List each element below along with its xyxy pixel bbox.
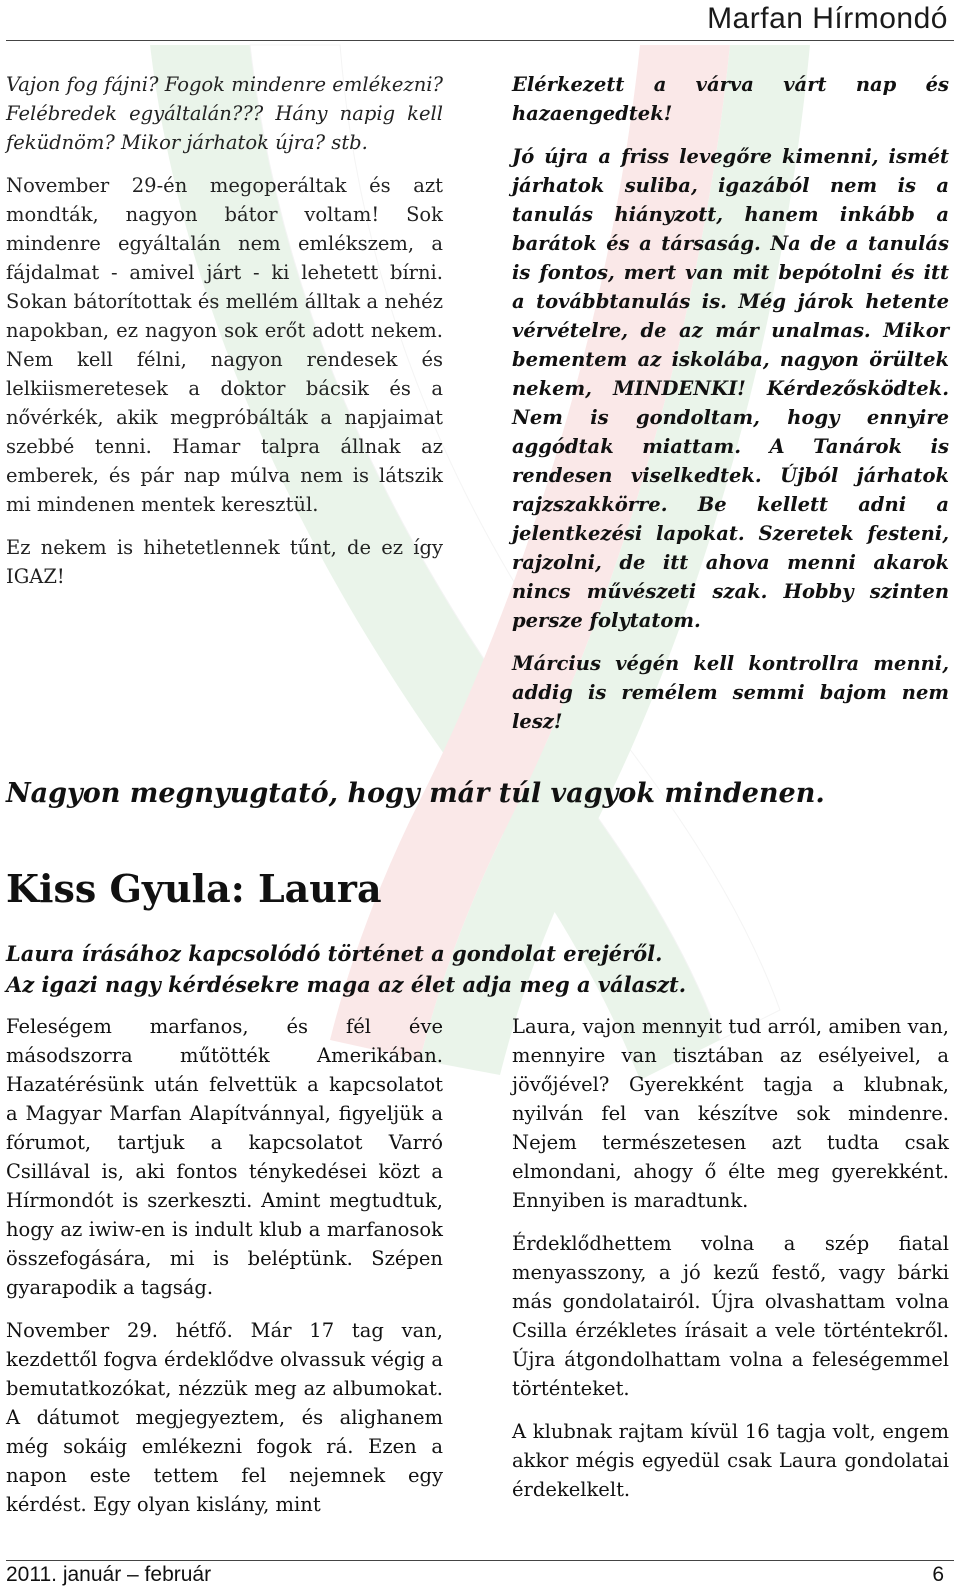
article-left-column [6,1012,443,1533]
story-left-column-top [6,70,443,605]
closing-statement: Nagyon megnyugtató, hogy már túl vagyok mindenen. [6,778,825,809]
story-paragraph: Elérkezett a várva várt nap és hazaengedtek! [512,73,949,125]
story-paragraph: Ez nekem is hihetetlennek tűnt, de ez így IGAZ! [6,536,443,588]
story-paragraph: November 29-én megoperáltak és azt mondták, nagyon bátor voltam! Sok mindenre egyáltalán nem emlékszem, a fájdalmat - amivel járt - ki lehetett bírni. Sokan bátorítottak és mellém álltak a nehéz napokban, ez nagyon sok erőt adott nekem. Nem kell félni, nagyon rendesek és lelkiismeretesek a doktor bácsik és a nővérkék, akik megpróbálták a napjaimat szebbé tenni. Hamar talpra állnak az emberek, és pár nap múlva nem is látszik mi mindenen mentek keresztül. [6,174,443,516]
article-title: Kiss Gyula: Laura [6,866,382,911]
article-right-column [512,1012,949,1518]
issue-date: 2011. január – február [6,1563,212,1586]
newsletter-title: Marfan Hírmondó [707,2,948,35]
page-number: 6 [932,1563,944,1586]
subtitle-line: Laura írásához kapcsolódó történet a gondolat erejéről. [6,941,663,966]
story-right-column-top [512,70,949,750]
story-paragraph: Március végén kell kontrollra menni, addig is remélem semmi bajom nem lesz! [512,652,949,733]
article-paragraph: A klubnak rajtam kívül 16 tagja volt, engem akkor mégis egyedül csak Laura gondolatai érdekelkelt. [512,1420,949,1501]
header-divider [6,40,954,41]
article-paragraph: November 29. hétfő. Már 17 tag van, kezdettől fogva érdeklődve olvassuk végig a bemutatkozókat, nézzük meg az albumokat. A dátumot megjegyeztem, és alighanem még sokáig emlékezni fogok rá. Ezen a napon este tettem fel nejemnek egy kérdést. Egy olyan kislány, mint [6,1319,443,1516]
article-paragraph: Laura, vajon mennyit tud arról, amiben van, mennyire van tisztában az esélyeivel, a jövőjével? Gyerekként tagja a klubnak, nyilván fel van készítve sok mindenre. Nejem természetesen azt tudta csak elmondani, ahogy ő élte meg gyerekként. Ennyiben is maradtunk. [512,1015,949,1212]
article-subtitle [6,938,686,1000]
footer-divider [6,1560,954,1561]
story-paragraph: Jó újra a friss levegőre kimenni, ismét járhatok suliba, igazából nem is a tanulás hiányzott, hanem inkább a barátok és a társaság. Na de a tanulás is fontos, mert van mit bepótolni és itt a továbbtanulás is. Még járok hetente vérvételre, de az már unalmas. Mikor bementem az iskolába, nagyon örültek nekem, MINDENKI! Kérdezősködtek. Nem is gondoltam, hogy ennyire aggódtak miattam. A Tanárok is rendesen viselkedtek. Újból járhatok rajzszakkörre. Be kellett adni a jelentkezési lapokat. Szeretek festeni, rajzolni, de itt ahova menni akarok nincs művészeti szak. Hobby szinten persze folytatom. [512,145,949,632]
article-paragraph: Feleségem marfanos, és fél éve másodszorra műtötték Amerikában. Hazatérésünk után felvettük a kapcsolatot a Magyar Marfan Alapítvánnyal, figyeljük a fórumot, tartjuk a kapcsolatot Varró Csillával is, aki fontos ténykedései közt a Hírmondót is szerkeszti. Amint megtudtuk, hogy az iwiw-en is indult klub a marfanosok összefogására, mi is beléptünk. Szépen gyarapodik a tagság. [6,1015,443,1299]
subtitle-line: Az igazi nagy kérdésekre maga az élet adja meg a választ. [6,972,687,997]
article-paragraph: Érdeklődhettem volna a szép fiatal menyasszony, a jó kezű festő, vagy bárki más gondolatairól. Újra olvashattam volna Csilla érzékletes írásait a vele történtekről. Újra átgondolhattam volna a feleségemmel történteket. [512,1232,949,1400]
story-paragraph: Vajon fog fájni? Fogok mindenre emlékezni? Felébredek egyáltalán??? Hány napig kell feküdnöm? Mikor járhatok újra? stb. [6,73,443,154]
